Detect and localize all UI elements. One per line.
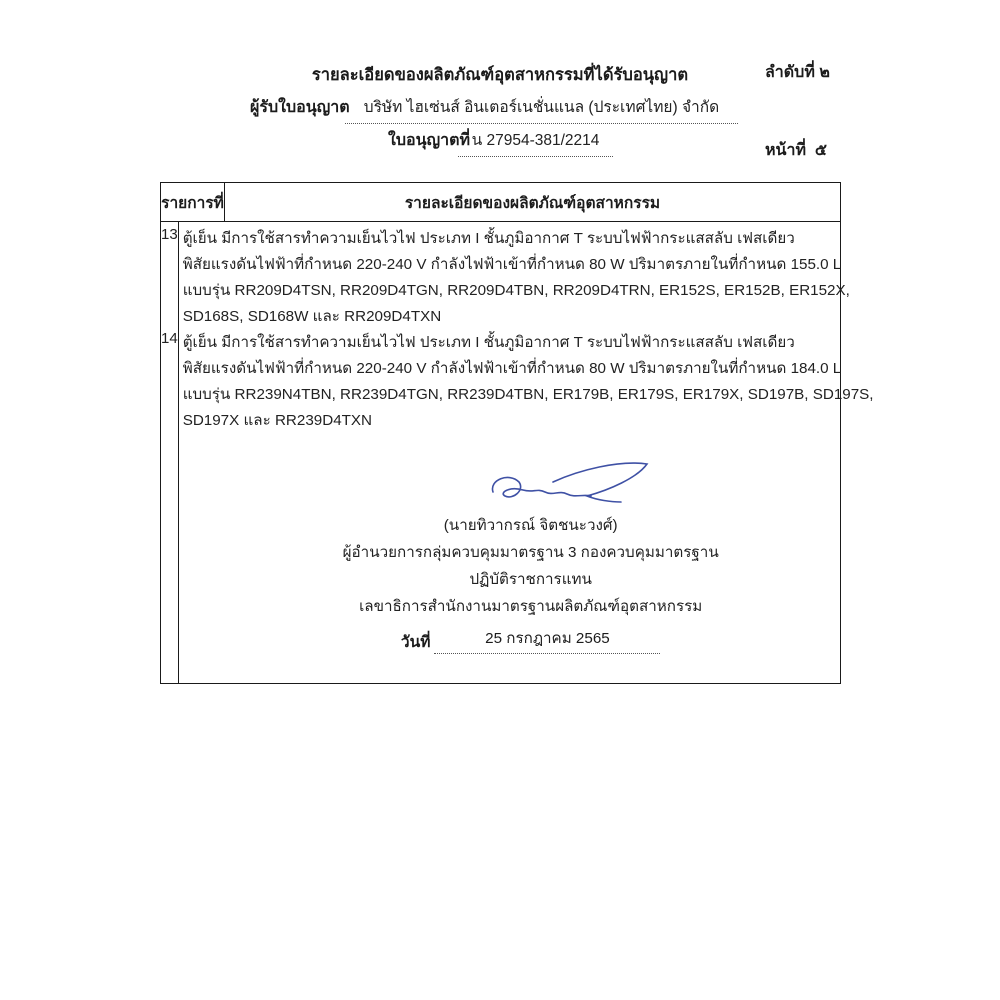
signer-position-line1: ผู้อำนวยการกลุ่มควบคุมมาตรฐาน 3 กองควบคุมมาตรฐาน — [342, 544, 719, 561]
item-14-line-1: ตู้เย็น มีการใช้สารทำความเย็นไวไฟ ประเภท I ชั้นภูมิอากาศ T ระบบไฟฟ้ากระแสสลับ เฟสเดียว — [182, 334, 795, 351]
details-column — [179, 222, 880, 683]
handwritten-signature-icon — [479, 452, 649, 510]
item-13-line-2: พิสัยแรงดันไฟฟ้าที่กำหนด 220-240 V กำลังไฟฟ้าเข้าที่กำหนด 80 W ปริมาตรภายในที่กำหนด 155.0 L — [182, 256, 842, 273]
signer-position-line2: เลขาธิการสำนักงานมาตรฐานผลิตภัณฑ์อุตสาหกรรม — [359, 598, 703, 615]
page-number-label: หน้าที่ ๕ — [765, 142, 828, 159]
acting-on-behalf-line: ปฏิบัติราชการแทน — [469, 571, 592, 588]
license-number-label: ใบอนุญาตที่ — [388, 132, 471, 149]
date-value: 25 กรกฎาคม 2565 — [434, 626, 660, 654]
table-body — [161, 222, 874, 683]
licensee-label: ผู้รับใบอนุญาต — [250, 99, 350, 116]
table-row — [183, 330, 874, 434]
signature-block — [291, 452, 771, 654]
item-13-line-4: SD168S, SD168W และ RR209D4TXN — [182, 308, 442, 325]
item-14-line-2: พิสัยแรงดันไฟฟ้าที่กำหนด 220-240 V กำลังไฟฟ้าเข้าที่กำหนด 80 W ปริมาตรภายในที่กำหนด 184.0 L — [182, 360, 842, 377]
product-details-table — [160, 182, 874, 684]
item-number-column — [161, 222, 179, 683]
item-13-line-3: แบบรุ่น RR209D4TSN, RR209D4TGN, RR209D4TBN, RR209D4TRN, ER152S, ER152B, ER152X, — [182, 282, 850, 299]
date-label: วันที่ — [400, 634, 431, 651]
item-number-13: 13 — [161, 226, 178, 243]
column-header-details: รายละเอียดของผลิตภัณฑ์อุตสาหกรรม — [404, 194, 661, 212]
date-row — [291, 626, 771, 654]
signer-name: (นายทิวากรณ์ จิตชนะวงศ์) — [443, 517, 618, 534]
item-13-line-1: ตู้เย็น มีการใช้สารทำความเย็นไวไฟ ประเภท I ชั้นภูมิอากาศ T ระบบไฟฟ้ากระแสสลับ เฟสเดียว — [182, 230, 795, 247]
item-number-14: 14 — [161, 330, 178, 347]
licensee-value: บริษัท ไฮเซ่นส์ อินเตอร์เนชั่นแนล (ประเทศไทย) จำกัด — [345, 94, 738, 124]
page-title: รายละเอียดของผลิตภัณฑ์อุตสาหกรรมที่ได้รับอนุญาต — [311, 66, 689, 84]
table-row — [183, 226, 874, 330]
table-header-row — [161, 183, 840, 222]
order-number-label: ลำดับที่ ๒ — [765, 64, 830, 81]
item-14-line-3: แบบรุ่น RR239N4TBN, RR239D4TGN, RR239D4TBN, ER179B, ER179S, ER179X, SD197B, SD197S, — [182, 386, 874, 403]
item-14-line-4: SD197X และ RR239D4TXN — [182, 412, 373, 429]
column-header-item-no: รายการที่ — [161, 183, 225, 221]
license-number-value: น 27954-381/2214 — [458, 127, 613, 157]
